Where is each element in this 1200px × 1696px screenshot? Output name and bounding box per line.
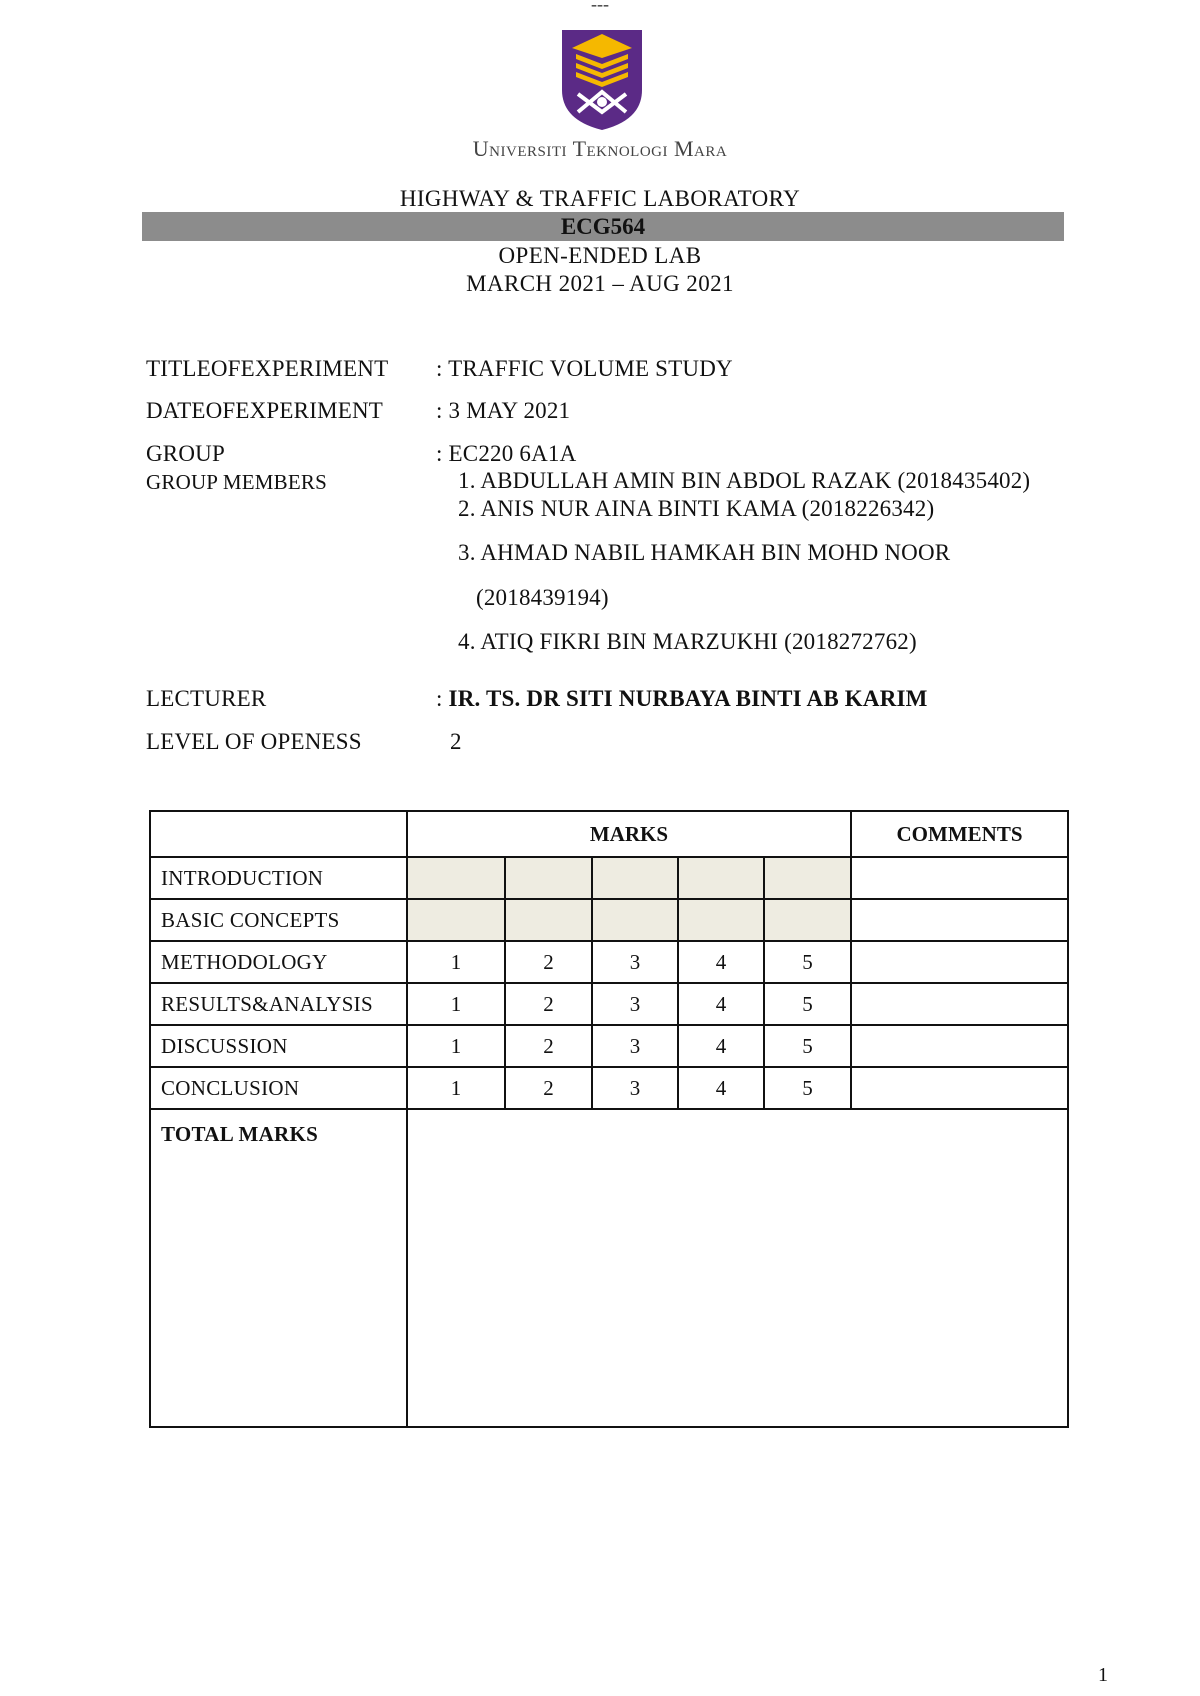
row-label: RESULTS&ANALYSIS xyxy=(150,983,407,1025)
score-cell: 5 xyxy=(764,983,851,1025)
score-cell xyxy=(592,899,678,941)
comment-cell xyxy=(851,1067,1068,1109)
date-value: : 3 MAY 2021 xyxy=(436,398,571,423)
score-cell: 4 xyxy=(678,983,764,1025)
member-item: (2018439194) xyxy=(476,585,609,610)
comments-header: COMMENTS xyxy=(851,811,1068,857)
group-label: GROUP xyxy=(146,441,225,466)
lecturer-name: IR. TS. DR SITI NURBAYA BINTI AB KARIM xyxy=(448,686,928,711)
row-label: METHODOLOGY xyxy=(150,941,407,983)
comment-cell xyxy=(851,941,1068,983)
members-label: GROUP MEMBERS xyxy=(146,470,327,494)
member-item: 1. ABDULLAH AMIN BIN ABDOL RAZAK (2018435402) xyxy=(458,468,1031,493)
lab-session: MARCH 2021 – AUG 2021 xyxy=(466,271,734,296)
openness-value: 2 xyxy=(450,729,462,754)
uitm-crest-icon xyxy=(560,28,644,132)
score-cell: 4 xyxy=(678,1025,764,1067)
score-cell xyxy=(678,899,764,941)
lab-type: OPEN-ENDED LAB xyxy=(498,243,702,268)
row-label: BASIC CONCEPTS xyxy=(150,899,407,941)
title-label: TITLEOFEXPERIMENT xyxy=(146,356,389,381)
score-cell xyxy=(407,899,505,941)
marks-header: MARKS xyxy=(407,811,851,857)
score-cell: 3 xyxy=(592,1025,678,1067)
score-cell: 4 xyxy=(678,941,764,983)
table-row xyxy=(150,983,1068,1025)
member-item: 4. ATIQ FIKRI BIN MARZUKHI (2018272762) xyxy=(458,629,917,654)
score-cell xyxy=(505,899,592,941)
table-header-row xyxy=(150,811,1068,857)
row-label: CONCLUSION xyxy=(150,1067,407,1109)
score-cell: 1 xyxy=(407,1067,505,1109)
score-cell xyxy=(407,857,505,899)
table-row xyxy=(150,857,1068,899)
lab-title: HIGHWAY & TRAFFIC LABORATORY xyxy=(399,186,801,211)
lecturer-value xyxy=(436,686,928,712)
score-cell: 1 xyxy=(407,1025,505,1067)
comment-cell xyxy=(851,983,1068,1025)
score-cell: 3 xyxy=(592,983,678,1025)
score-cell: 2 xyxy=(505,941,592,983)
openness-label: LEVEL OF OPENESS xyxy=(146,729,362,754)
score-cell: 4 xyxy=(678,1067,764,1109)
score-cell xyxy=(678,857,764,899)
page-top-mark: --- xyxy=(591,0,609,14)
table-row xyxy=(150,941,1068,983)
title-value: : TRAFFIC VOLUME STUDY xyxy=(436,356,733,381)
group-value: : EC220 6A1A xyxy=(436,441,577,466)
header-blank-cell xyxy=(150,811,407,857)
table-row xyxy=(150,1025,1068,1067)
score-cell: 5 xyxy=(764,1025,851,1067)
member-item: 2. ANIS NUR AINA BINTI KAMA (2018226342) xyxy=(458,496,935,521)
score-cell: 3 xyxy=(592,941,678,983)
total-row xyxy=(150,1109,1068,1427)
score-cell: 3 xyxy=(592,1067,678,1109)
score-cell: 2 xyxy=(505,1025,592,1067)
marks-table xyxy=(149,810,1069,1428)
lecturer-label: LECTURER xyxy=(146,686,267,711)
score-cell xyxy=(592,857,678,899)
table-row xyxy=(150,899,1068,941)
score-cell: 1 xyxy=(407,983,505,1025)
score-cell xyxy=(505,857,592,899)
university-name: Universiti Teknologi Mara xyxy=(472,136,728,161)
page-number: 1 xyxy=(1098,1664,1108,1686)
score-cell: 1 xyxy=(407,941,505,983)
total-marks-label: TOTAL MARKS xyxy=(150,1109,407,1427)
row-label: INTRODUCTION xyxy=(150,857,407,899)
date-label: DATEOFEXPERIMENT xyxy=(146,398,384,423)
comment-cell xyxy=(851,857,1068,899)
comment-cell xyxy=(851,899,1068,941)
row-label: DISCUSSION xyxy=(150,1025,407,1067)
score-cell xyxy=(764,899,851,941)
score-cell xyxy=(764,857,851,899)
member-item: 3. AHMAD NABIL HAMKAH BIN MOHD NOOR xyxy=(458,540,951,565)
score-cell: 2 xyxy=(505,983,592,1025)
course-code: ECG564 xyxy=(560,214,646,239)
total-marks-cell xyxy=(407,1109,1068,1427)
score-cell: 5 xyxy=(764,1067,851,1109)
lecturer-colon: : xyxy=(436,686,449,711)
comment-cell xyxy=(851,1025,1068,1067)
score-cell: 2 xyxy=(505,1067,592,1109)
table-row xyxy=(150,1067,1068,1109)
score-cell: 5 xyxy=(764,941,851,983)
